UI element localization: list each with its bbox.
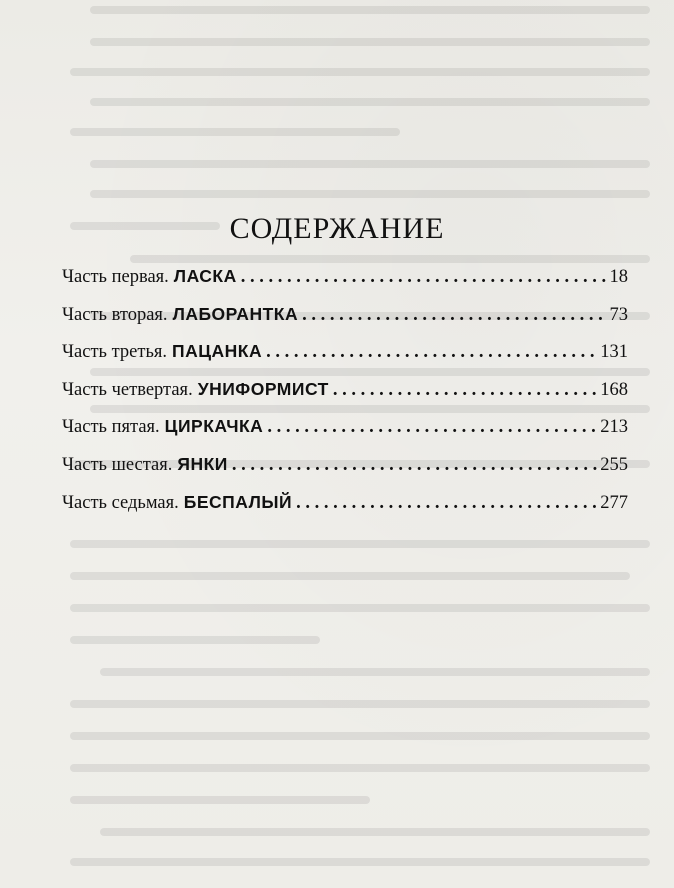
toc-page-number: 73 — [609, 304, 628, 325]
toc-page-number: 277 — [600, 492, 628, 513]
toc-leader-dots — [266, 342, 598, 363]
toc-part-title: ЛАБОРАНТКА — [172, 303, 299, 324]
toc-entry — [62, 266, 628, 304]
toc-part-title: ЛАСКА — [173, 266, 237, 286]
toc-part-label: Часть пятая. — [62, 417, 160, 438]
toc-part-title: ЦИРКАЧКА — [164, 416, 264, 437]
toc-leader-dots — [296, 493, 598, 514]
toc-page-number: 131 — [600, 342, 628, 363]
toc-page-number: 213 — [600, 417, 628, 438]
toc-entry — [62, 379, 628, 417]
toc-entry — [62, 492, 628, 530]
toc-page-number: 18 — [609, 267, 628, 287]
toc-page-number: 168 — [600, 379, 628, 400]
table-of-contents — [62, 266, 628, 529]
toc-entry — [62, 454, 628, 492]
toc-part-title: УНИФОРМИСТ — [197, 378, 329, 399]
toc-leader-dots — [333, 380, 598, 401]
toc-part-label: Часть третья. — [62, 342, 168, 363]
toc-part-title: ЯНКИ — [177, 453, 228, 474]
toc-part-label: Часть вторая. — [62, 304, 168, 325]
toc-page-number: 255 — [600, 454, 628, 475]
toc-part-title: ПАЦАНКА — [172, 341, 263, 362]
page-title: СОДЕРЖАНИЕ — [229, 212, 445, 245]
toc-part-title: БЕСПАЛЫЙ — [183, 491, 293, 512]
toc-leader-dots — [302, 305, 607, 326]
toc-part-label: Часть шестая. — [62, 454, 173, 475]
toc-entry — [62, 304, 628, 342]
toc-leader-dots — [241, 267, 608, 288]
toc-leader-dots — [267, 417, 598, 438]
toc-part-label: Часть четвертая. — [62, 379, 193, 400]
toc-entry — [62, 416, 628, 454]
toc-entry — [62, 341, 628, 379]
toc-part-label: Часть седьмая. — [62, 492, 179, 513]
toc-part-label: Часть первая. — [62, 267, 169, 287]
toc-leader-dots — [232, 455, 598, 476]
